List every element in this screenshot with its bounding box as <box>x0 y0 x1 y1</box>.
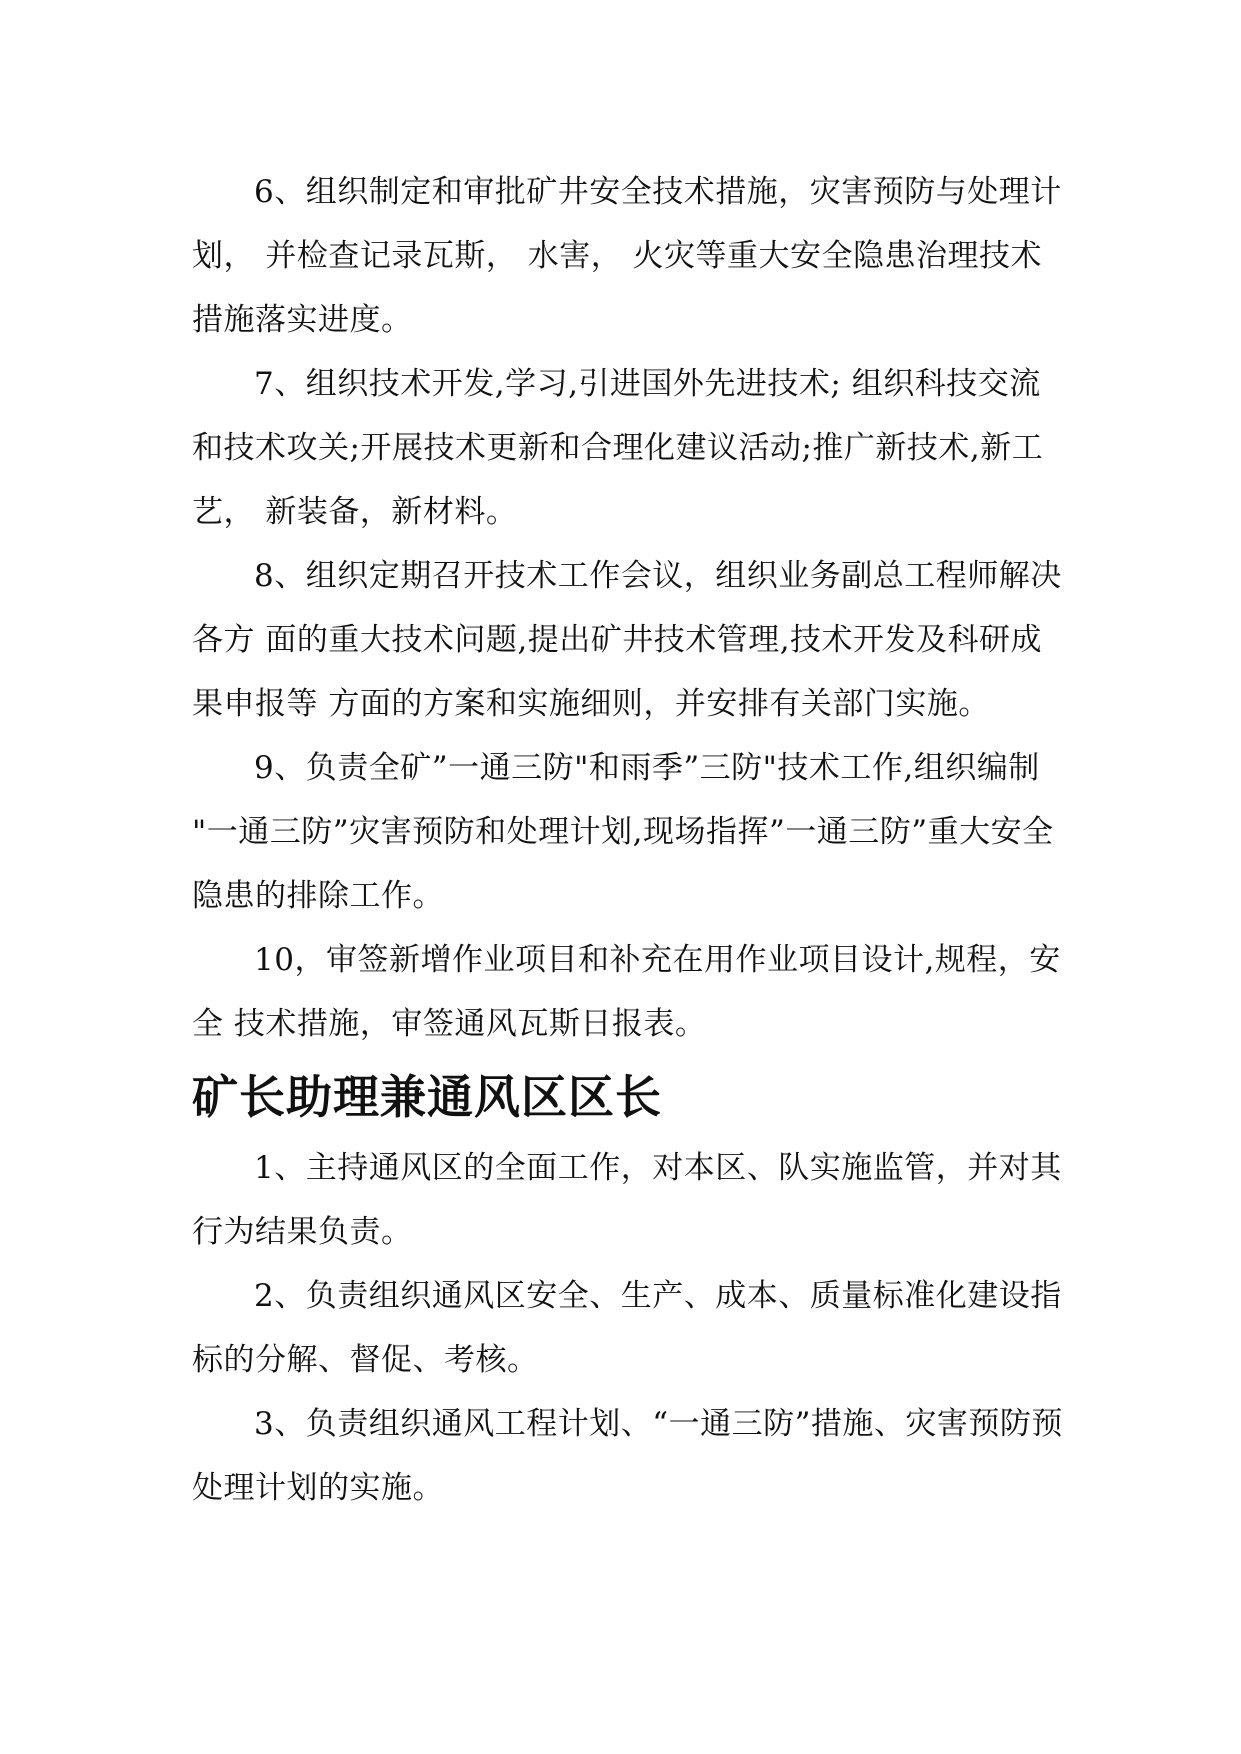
section-paragraph-2: 2、负责组织通风区安全、生产、成本、质量标准化建设指标的分解、督促、考核。 <box>192 1278 1062 1378</box>
paragraph-item-9: 9、负责全矿”一通三防"和雨季”三防"技术工作,组织编制 "一通三防”灾害预防和处理计划,现场指挥”一通三防”重大安全 隐患的排除工作。 <box>192 750 1054 914</box>
section-heading: 矿长助理兼通风区区长 <box>192 1070 662 1124</box>
document-content <box>192 160 1072 1520</box>
section-paragraph-3: 3、负责组织通风工程计划、“一通三防”措施、灾害预防预处理计划的实施。 <box>192 1406 1063 1506</box>
paragraph-item-6: 6、组织制定和审批矿井安全技术措施，灾害预防与处理计划， 并检查记录瓦斯， 水害， 火灾等重大安全隐患治理技术措施落实进度。 <box>192 174 1062 338</box>
paragraph-item-10: 10，审签新增作业项目和补充在用作业项目设计,规程，安全 技术措施，审签通风瓦斯日报表。 <box>192 942 1061 1042</box>
section-paragraph-1: 1、主持通风区的全面工作，对本区、队实施监管，并对其行为结果负责。 <box>192 1150 1062 1250</box>
paragraph-item-7: 7、组织技术开发,学习,引进国外先进技术; 组织科技交流和技术攻关;开展技术更新和合理化建议活动;推广新技术,新工艺， 新装备，新材料。 <box>192 366 1044 530</box>
paragraph-item-8: 8、组织定期召开技术工作会议，组织业务副总工程师解决各方 面的重大技术问题,提出矿井技术管理,技术开发及科研成果申报等 方面的方案和实施细则，并安排有关部门实施。 <box>192 558 1062 722</box>
